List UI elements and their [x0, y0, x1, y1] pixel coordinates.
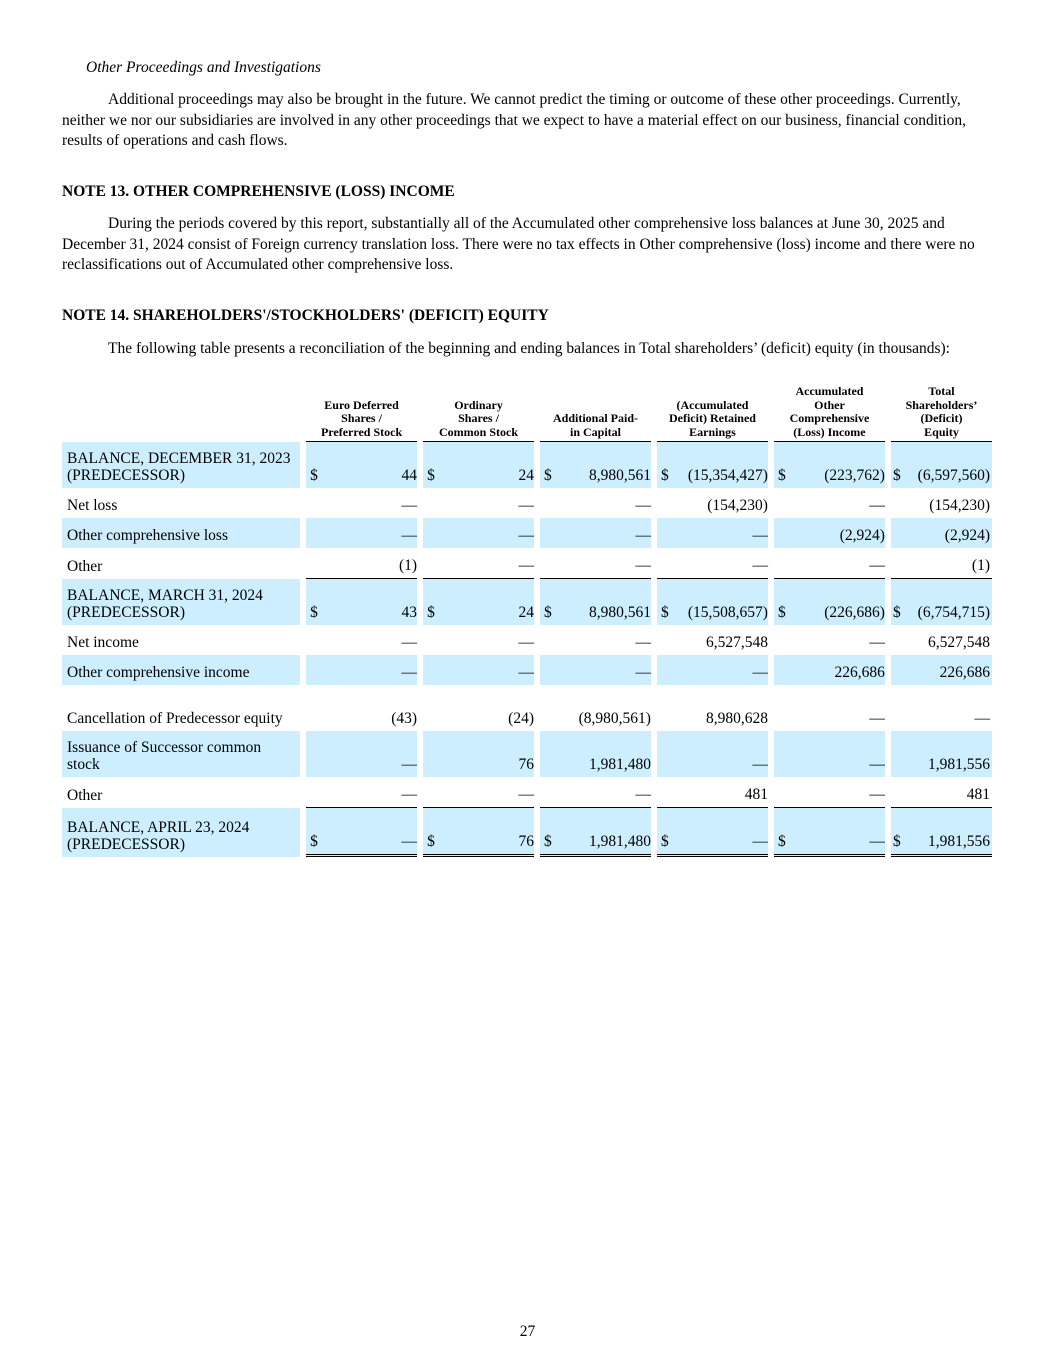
dollar-sign [657, 731, 675, 777]
dollar-sign [423, 731, 441, 777]
cell-value: 481 [675, 777, 768, 808]
dollar-sign: $ [423, 808, 441, 857]
table-row [62, 548, 992, 579]
dollar-sign [774, 685, 792, 731]
cell-value: — [324, 731, 417, 777]
dollar-sign [540, 625, 558, 655]
header-line: (Deficit) [920, 411, 963, 425]
dollar-sign: $ [306, 442, 324, 488]
dollar-sign: $ [774, 442, 792, 488]
header-line: (Accumulated [676, 397, 749, 412]
header-aoci [774, 385, 885, 442]
dollar-sign [891, 518, 901, 548]
cell-value: (43) [391, 710, 418, 727]
dollar-sign [774, 488, 792, 518]
cell-value: — [441, 777, 534, 808]
dollar-sign [306, 655, 324, 685]
row-label: BALANCE, MARCH 31, 2024 (PREDECESSOR) [62, 579, 300, 625]
cell-value: (1) [324, 548, 417, 579]
dollar-sign [540, 777, 558, 808]
cell-value: — [401, 497, 418, 514]
dollar-sign [423, 655, 441, 685]
cell-value: 481 [901, 777, 992, 808]
header-line: (Loss) Income [793, 424, 866, 439]
dollar-sign: $ [540, 808, 558, 857]
table-row [62, 808, 992, 857]
header-line: Total [928, 384, 955, 398]
cell-value: (226,686) [792, 579, 885, 625]
dollar-sign: $ [423, 442, 441, 488]
row-label: Net income [67, 634, 139, 651]
cell-value: 1,981,480 [558, 731, 651, 777]
dollar-sign [306, 518, 324, 548]
dollar-sign [423, 685, 441, 731]
header-line: Additional Paid- [552, 411, 639, 425]
dollar-sign [306, 777, 324, 808]
dollar-sign [891, 777, 901, 808]
dollar-sign [657, 488, 675, 518]
table-row [62, 625, 992, 655]
table-row [62, 518, 992, 548]
cell-value: 6,527,548 [705, 634, 768, 651]
cell-value: (24) [508, 710, 534, 727]
cell-value: — [558, 655, 651, 685]
cell-value: (154,230) [707, 497, 768, 514]
cell-value: — [675, 548, 768, 579]
header-line: Shareholders’ [905, 397, 978, 412]
dollar-sign [774, 731, 792, 777]
cell-value: — [635, 497, 651, 514]
dollar-sign [657, 777, 675, 808]
dollar-sign [540, 685, 558, 731]
dollar-sign: $ [657, 442, 675, 488]
cell-value: — [675, 808, 768, 857]
table-row [62, 777, 992, 808]
note14-text: The following table presents a reconciliation of the beginning and ending balances in Total shareholders’ (deficit) equity (in thousands): [108, 340, 950, 357]
cell-value: — [441, 655, 534, 685]
dollar-sign [774, 548, 792, 579]
header-line: in Capital [570, 424, 622, 439]
row-label: BALANCE, DECEMBER 31, 2023 (PREDECESSOR) [62, 442, 300, 488]
header-line: Shares / [341, 411, 382, 425]
dollar-sign: $ [306, 808, 324, 857]
cell-value: 1,981,480 [558, 808, 651, 857]
dollar-sign [657, 625, 675, 655]
dollar-sign: $ [774, 579, 792, 625]
cell-value: 24 [441, 579, 534, 625]
dollar-sign: $ [306, 579, 324, 625]
dollar-sign: $ [657, 808, 675, 857]
dollar-sign [891, 548, 901, 579]
cell-value: (15,508,657) [675, 579, 768, 625]
header-line: Equity [924, 424, 959, 439]
cell-value: — [441, 548, 534, 579]
cell-value: — [792, 731, 885, 777]
cell-value: — [324, 655, 417, 685]
dollar-sign [423, 488, 441, 518]
cell-value: 44 [324, 442, 417, 488]
dollar-sign [891, 685, 901, 731]
header-line: Euro Deferred [324, 397, 399, 412]
note14-heading: NOTE 14. SHAREHOLDERS'/STOCKHOLDERS' (DEFICIT) EQUITY [62, 307, 549, 324]
table-row [62, 488, 992, 518]
cell-value: — [558, 548, 651, 579]
cell-value: 6,527,548 [928, 634, 990, 651]
header-line: Other [814, 397, 845, 412]
cell-value: 1,981,556 [901, 731, 992, 777]
row-label: Net loss [67, 497, 118, 514]
cell-value: 76 [441, 731, 534, 777]
cell-value: 226,686 [792, 655, 885, 685]
cell-value: 43 [324, 579, 417, 625]
cell-value: (15,354,427) [675, 442, 768, 488]
dollar-sign [423, 548, 441, 579]
dollar-sign [306, 685, 324, 731]
header-preferred-stock [306, 385, 417, 442]
dollar-sign [774, 655, 792, 685]
dollar-sign: $ [540, 442, 558, 488]
dollar-sign [657, 518, 675, 548]
row-label: Other comprehensive loss [62, 518, 300, 548]
header-line: Common Stock [439, 424, 519, 439]
dollar-sign [306, 625, 324, 655]
header-apic [540, 385, 651, 442]
dollar-sign [306, 548, 324, 579]
cell-value: — [792, 777, 885, 808]
dollar-sign [423, 777, 441, 808]
other-proceedings-text: Additional proceedings may also be brought in the future. We cannot predict the timing or outcome of these other proceedings. Currently, neither we nor our subsidiaries are involved in any other proceedings that we expect to have a material effect on our business, financial condition, results of operations and cash flows. [62, 91, 967, 149]
row-label: Other [67, 558, 103, 575]
dollar-sign [891, 625, 901, 655]
other-proceedings-heading: Other Proceedings and Investigations [86, 59, 321, 76]
table-row [62, 731, 992, 777]
cell-value: 8,980,561 [558, 442, 651, 488]
cell-value: — [675, 731, 768, 777]
header-line: Comprehensive [789, 411, 870, 425]
header-blank [62, 385, 300, 442]
header-line: Ordinary [454, 397, 503, 412]
dollar-sign [774, 518, 792, 548]
cell-value: (6,754,715) [901, 579, 992, 625]
header-total-equity [891, 385, 992, 442]
cell-value: — [792, 548, 885, 579]
cell-value: 8,980,561 [558, 579, 651, 625]
dollar-sign [540, 518, 558, 548]
dollar-sign [774, 777, 792, 808]
cell-value: — [869, 497, 885, 514]
dollar-sign: $ [423, 579, 441, 625]
row-label: Other comprehensive income [62, 655, 300, 685]
header-line: Shares / [458, 411, 499, 425]
cell-value: — [558, 518, 651, 548]
cell-value: 24 [441, 442, 534, 488]
cell-value: 76 [441, 808, 534, 857]
header-common-stock [423, 385, 534, 442]
dollar-sign: $ [891, 808, 901, 857]
cell-value: — [869, 634, 885, 651]
dollar-sign [423, 625, 441, 655]
dollar-sign [306, 731, 324, 777]
dollar-sign [891, 731, 901, 777]
cell-value: — [675, 518, 768, 548]
cell-value: — [324, 518, 417, 548]
note13-heading: NOTE 13. OTHER COMPREHENSIVE (LOSS) INCOME [62, 183, 455, 200]
cell-value: — [518, 634, 534, 651]
row-label: Other [67, 787, 103, 804]
cell-value: (6,597,560) [901, 442, 992, 488]
cell-value: — [518, 497, 534, 514]
cell-value: — [401, 634, 418, 651]
header-line: Deficit) Retained [668, 411, 756, 425]
dollar-sign: $ [891, 442, 901, 488]
cell-value: 8,980,628 [705, 710, 768, 727]
dollar-sign: $ [540, 579, 558, 625]
cell-value: — [441, 518, 534, 548]
page-number: 27 [519, 1323, 536, 1340]
cell-value: (2,924) [792, 518, 885, 548]
table-row [62, 579, 992, 625]
dollar-sign [774, 625, 792, 655]
dollar-sign [423, 518, 441, 548]
row-label: BALANCE, APRIL 23, 2024 (PREDECESSOR) [62, 808, 300, 857]
note13-text: During the periods covered by this report, substantially all of the Accumulated other comprehensive loss balances at June 30, 2025 and December 31, 2024 consist of Foreign currency translation loss. There were no tax effects in Other comprehensive (loss) income and there were no reclassifications out of Accumulated other comprehensive loss. [62, 215, 975, 273]
cell-value: — [675, 655, 768, 685]
dollar-sign: $ [657, 579, 675, 625]
cell-value: — [792, 808, 885, 857]
equity-reconciliation-table [62, 385, 992, 857]
row-label: Cancellation of Predecessor equity [67, 710, 283, 727]
cell-value: (8,980,561) [578, 710, 651, 727]
dollar-sign [306, 488, 324, 518]
cell-value: (2,924) [901, 518, 992, 548]
cell-value: — [324, 777, 417, 808]
cell-value: 1,981,556 [901, 808, 992, 857]
header-line: Accumulated [795, 384, 864, 398]
cell-value: 226,686 [901, 655, 992, 685]
dollar-sign [657, 548, 675, 579]
cell-value: — [324, 808, 417, 857]
table-header-row [62, 385, 992, 442]
table-row [62, 655, 992, 685]
cell-value: — [869, 710, 885, 727]
dollar-sign [540, 655, 558, 685]
header-line: Preferred Stock [320, 424, 403, 439]
cell-value: — [635, 634, 651, 651]
cell-value: — [974, 710, 990, 727]
table-row [62, 685, 992, 731]
header-retained-earnings [657, 385, 768, 442]
dollar-sign [891, 655, 901, 685]
cell-value: (154,230) [929, 497, 990, 514]
dollar-sign [540, 548, 558, 579]
dollar-sign: $ [774, 808, 792, 857]
dollar-sign: $ [891, 579, 901, 625]
dollar-sign [891, 488, 901, 518]
cell-value: — [558, 777, 651, 808]
header-line: Earnings [689, 424, 736, 439]
dollar-sign [657, 685, 675, 731]
dollar-sign [540, 731, 558, 777]
table-row [62, 442, 992, 488]
cell-value: (223,762) [792, 442, 885, 488]
dollar-sign [657, 655, 675, 685]
cell-value: (1) [901, 548, 992, 579]
row-label: Issuance of Successor common stock [62, 731, 300, 777]
dollar-sign [540, 488, 558, 518]
